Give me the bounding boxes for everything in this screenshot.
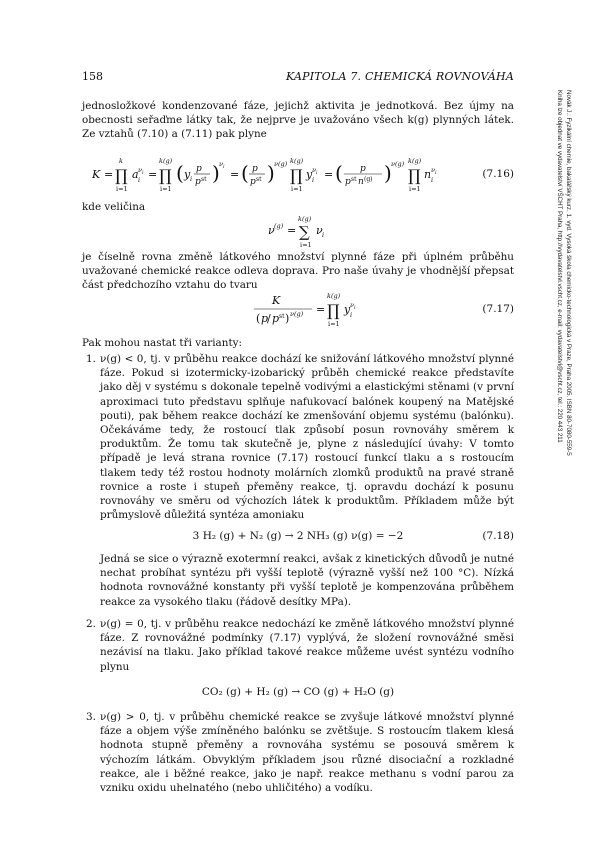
- list-item-1: [86, 352, 514, 522]
- svg-text:i=1: i=1: [300, 241, 312, 249]
- page-number: 158: [82, 70, 103, 83]
- svg-text:∏: ∏: [408, 166, 421, 185]
- svg-text:ν(g): ν(g): [391, 160, 405, 168]
- svg-text:∑: ∑: [299, 223, 310, 241]
- svg-text:y: y: [184, 168, 191, 181]
- citation-line-1: Novák J.: Fyzikální chemie, bakalářský kurz. 1. vyd. Vysoká škola chemicko-technologická v Praze, Praha 2005. ISBN 80-7080-559-5: [565, 90, 572, 456]
- svg-text:i=1: i=1: [160, 185, 172, 193]
- svg-text:ν: ν: [431, 166, 435, 174]
- svg-text:st: st: [201, 176, 207, 183]
- svg-text:y: y: [306, 168, 313, 181]
- svg-text:k(g): k(g): [408, 157, 422, 165]
- svg-text:st: st: [256, 176, 262, 183]
- paragraph-intro: jednosložkové kondenzované fáze, jejichž aktivita je jednotková. Bez újmy na obecnosti seřaďme látky tak, že nejprve je uvažováno všech k(g) plynných látek. Ze vztahů (7.10) a (7.11) pak plyne: [82, 100, 514, 141]
- svg-text:ν(g): ν(g): [290, 310, 304, 318]
- equation-7-18: [82, 530, 514, 546]
- list-marker-3: 3.: [86, 711, 96, 723]
- list-marker-2: 2.: [86, 618, 96, 630]
- svg-text:p: p: [196, 164, 202, 174]
- svg-text:p: p: [195, 177, 201, 187]
- svg-text:K: K: [272, 294, 281, 307]
- list-item-3-text: ν(g) > 0, tj. v průběhu chemické reakce se zvyšuje látkové množství plynné fáze a objem výše zmíněného balónku se zvětšuje. S rostoucím tlakem klesá hodnota stupně přeměny a rovnováha systému se posouvá směrem k výchozím látkám. Obvyklým příkladem jsou různé disociační a rozkladné reakce, ale i běžné reakce, jako je např. reakce methanu s vodní parou za vzniku oxidu uhelnatého (nebo uhličitého) a vodíku.: [100, 711, 514, 795]
- svg-text:ν: ν: [316, 224, 323, 237]
- svg-text:p: p: [272, 312, 280, 325]
- svg-text:(: (: [241, 161, 249, 185]
- svg-text:i=1: i=1: [328, 320, 340, 328]
- list-marker-1: 1.: [86, 353, 96, 365]
- list-item-2-text: ν(g) = 0, tj. v průběhu reakce nedochází ke změně látkového množství plynné fáze. Z rovnovážné podmínky (7.17) vyplývá, že složení rovnovážné směsi nezávisí na tlaku. Jako příklad takové reakce můžeme uvést syntézu vodního plynu: [100, 618, 514, 673]
- svg-text:a: a: [132, 168, 139, 181]
- svg-text:i: i: [431, 176, 434, 184]
- svg-text:i: i: [354, 305, 356, 311]
- citation-line-2: Kniha lze objednat ve vydavatelství VŠCHT Praha, http://vydavatelstvi.vscht.cz, e-mail: vydavatelstvi@vscht.cz, tel.: 220 443 211: [556, 90, 564, 443]
- svg-text:p: p: [261, 312, 269, 325]
- svg-text:(: (: [256, 312, 261, 325]
- svg-text:=: =: [324, 168, 334, 181]
- equation-7-16-formula: [92, 156, 482, 194]
- svg-text:ν: ν: [350, 301, 354, 309]
- svg-text:i: i: [138, 176, 141, 184]
- svg-text:k: k: [119, 157, 123, 165]
- svg-text:i: i: [435, 170, 437, 176]
- svg-text:i: i: [350, 311, 353, 319]
- equation-number-7-17: (7.17): [482, 303, 514, 315]
- svg-text:=: =: [148, 168, 158, 181]
- equation-7-17: [82, 291, 514, 329]
- svg-text:i=1: i=1: [116, 185, 128, 193]
- svg-text:=: =: [104, 168, 114, 181]
- svg-text:i: i: [190, 175, 193, 183]
- svg-text:=: =: [230, 168, 240, 181]
- svg-text:ν: ν: [138, 166, 142, 174]
- list-item-2: [86, 617, 514, 674]
- svg-text:i: i: [322, 231, 325, 239]
- svg-text:∏: ∏: [159, 166, 172, 185]
- equation-nu-g-formula: [268, 214, 348, 250]
- svg-text:): ): [267, 161, 275, 185]
- equation-number-7-18: (7.18): [482, 530, 514, 542]
- svg-text:ν: ν: [219, 160, 223, 168]
- svg-text:∏: ∏: [327, 301, 340, 320]
- svg-text:i: i: [316, 170, 318, 176]
- equation-water-gas: [82, 686, 514, 702]
- svg-text:p: p: [345, 177, 351, 187]
- svg-text:i=1: i=1: [409, 185, 421, 193]
- svg-text:st: st: [351, 176, 357, 183]
- chapter-title: KAPITOLA 7. CHEMICKÁ ROVNOVÁHA: [285, 70, 514, 83]
- svg-text:st: st: [279, 313, 285, 320]
- svg-text:(: (: [176, 161, 184, 185]
- paragraph-explanation: je číselně rovna změně látkového množství plynné fáze při úplném průběhu uvažované chemické reakce odleva doprava. Pro naše úvahy je vhodnější přepsat část předchozího vztahu do tvaru: [82, 251, 514, 292]
- paragraph-variants: Pak mohou nastat tři varianty:: [82, 337, 242, 349]
- equation-7-18-formula: 3 H₂ (g) + N₂ (g) → 2 NH₃ (g) ν(g) = −2: [192, 530, 404, 542]
- svg-text:ν: ν: [268, 224, 275, 237]
- svg-text:=: =: [287, 224, 297, 237]
- svg-text:n: n: [424, 168, 432, 181]
- svg-text:/: /: [267, 312, 271, 325]
- svg-text:k(g): k(g): [298, 215, 312, 223]
- side-citation: [556, 90, 574, 610]
- svg-text:p: p: [252, 164, 258, 174]
- svg-text:n: n: [358, 177, 364, 187]
- svg-text:k(g): k(g): [159, 157, 173, 165]
- svg-text:ν: ν: [312, 166, 316, 174]
- svg-text:i=1: i=1: [291, 185, 303, 193]
- svg-text:k(g): k(g): [327, 292, 341, 300]
- svg-text:y: y: [344, 303, 351, 316]
- svg-text:i: i: [223, 164, 225, 170]
- svg-text:ν(g): ν(g): [274, 160, 288, 168]
- svg-text:p: p: [360, 164, 366, 174]
- svg-text:p: p: [250, 177, 256, 187]
- equation-7-17-formula: [254, 291, 364, 329]
- list-item-1-continuation: Jedná se sice o výrazně exotermní reakci, avšak z kinetických důvodů je nutné nechat probíhat syntézu při vyšší teplotě (výrazně vyšší než 100 °C). Nízká hodnota rovnovážné konstanty při vyšší teplotě je kompenzována průběhem reakce za vysokého tlaku (řádově desítky MPa).: [100, 553, 514, 608]
- svg-text:K: K: [92, 168, 101, 181]
- svg-text:=: =: [316, 303, 326, 316]
- svg-text:i: i: [142, 170, 144, 176]
- list-item-1-text: ν(g) < 0, tj. v průběhu reakce dochází ke snižování látkového množství plynné fáze. Pokud si izotermicky-izobarický průběh chemické reakce představíte jako děj v systému s dokonale tepelně vodivými a elastickými stěnami (v první aproximaci tuto představu splňuje nafukovací balónek koupený na Matějské pouti), pak během reakce dochází ke zmenšování objemu systému (balónku). Očekáváme tedy, že rostoucí tlak způsobí posun rovnováhy směrem k produktům. Že tomu tak skutečně je, plyne z následující úvahy: V tomto případě je levá strana rovnice (7.17) rostoucí funkcí tlaku a s rostoucím tlakem tedy též rostou hodnoty molárních zlomků produktů na pravé straně rovnice a roste i stupeň přeměny reakce, tj. opravdu dochází k posunu rovnováhy ve směru od výchozích látek k produktům. Příkladem může být průmyslově důležitá syntéza amoniaku: [100, 353, 514, 522]
- svg-text:∏: ∏: [290, 166, 303, 185]
- svg-text:i: i: [312, 176, 315, 184]
- svg-text:(g): (g): [364, 176, 373, 183]
- equation-nu-g: [82, 214, 514, 250]
- svg-text:(g): (g): [274, 222, 284, 230]
- paragraph-where: kde veličina: [82, 201, 146, 213]
- svg-text:): ): [384, 161, 392, 185]
- equation-number-7-16: (7.16): [482, 168, 514, 180]
- list-item-3: [86, 710, 514, 795]
- svg-text:(: (: [335, 161, 343, 185]
- svg-text:k(g): k(g): [290, 157, 304, 165]
- svg-text:∏: ∏: [115, 166, 128, 185]
- equation-7-16: [82, 156, 514, 194]
- svg-text:): ): [212, 161, 220, 185]
- equation-water-gas-formula: CO₂ (g) + H₂ (g) → CO (g) + H₂O (g): [201, 686, 395, 698]
- svg-text:): ): [285, 312, 290, 325]
